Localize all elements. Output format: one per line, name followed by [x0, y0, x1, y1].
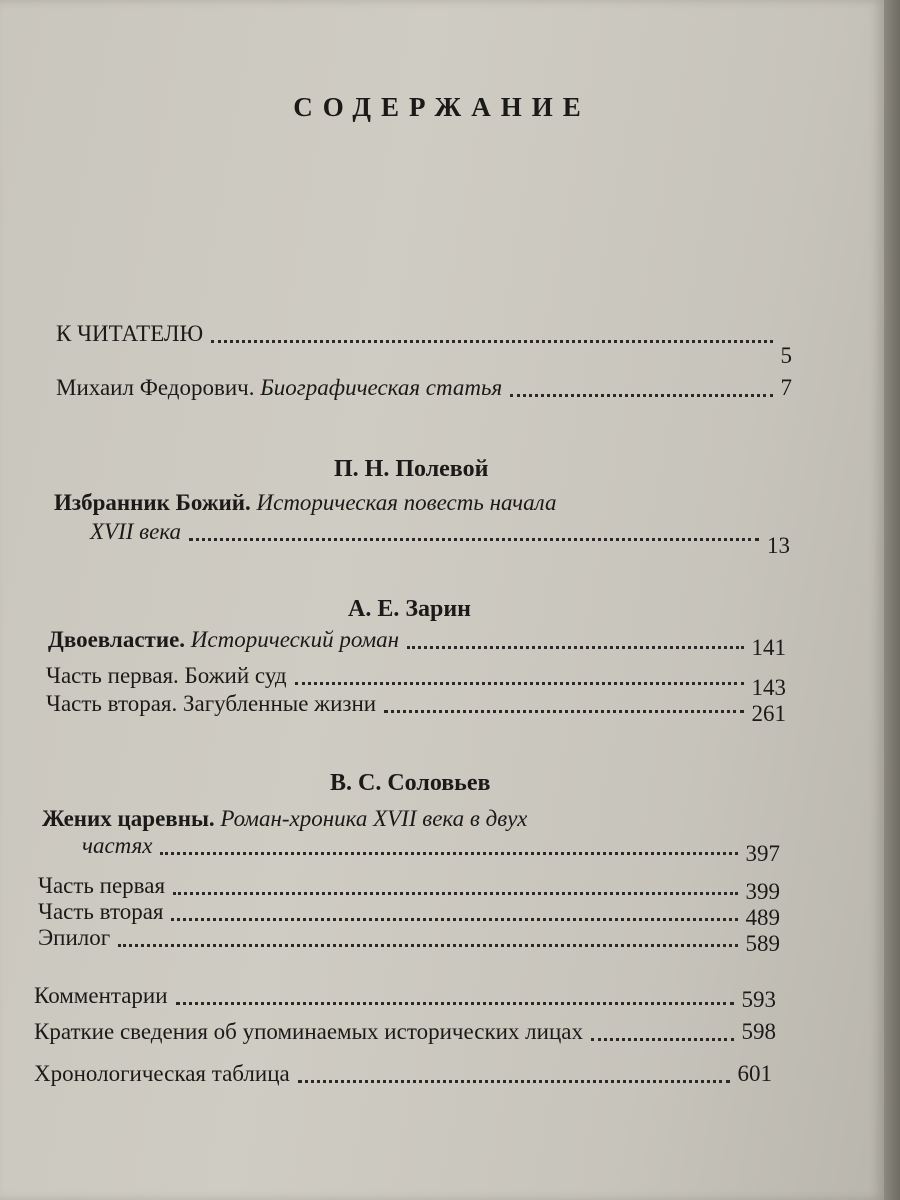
- toc-entry-solovyov-part-2: [38, 898, 780, 930]
- toc-entry-historical-persons: [34, 1018, 776, 1046]
- toc-entry-page: 593: [741, 987, 776, 1012]
- toc-entry-solovyov-part-1: [38, 872, 780, 904]
- toc-entry-zarin-part-2: [46, 690, 786, 726]
- author-heading: В. С. Соловьев: [330, 770, 491, 796]
- leader-dots: [171, 918, 737, 921]
- leader-dots: [510, 394, 772, 397]
- author-heading: П. Н. Полевой: [334, 456, 489, 482]
- leader-dots: [211, 340, 772, 343]
- toc-entry-biography: [56, 374, 792, 402]
- toc-entry-label: Двоевластие. Исторический роман: [48, 627, 400, 652]
- toc-entry-label: Часть первая: [38, 873, 166, 898]
- toc-entry-label: Часть вторая. Загубленные жизни: [46, 691, 377, 716]
- leader-dots: [176, 1002, 734, 1005]
- toc-entry-page: 598: [741, 1019, 776, 1044]
- leader-dots: [591, 1038, 734, 1041]
- toc-entry-page: 489: [745, 905, 780, 930]
- toc-entry-page: 5: [780, 343, 792, 368]
- toc-entry-zarin: [48, 626, 786, 660]
- toc-entry-label: Комментарии: [34, 983, 168, 1008]
- toc-entry-page: 13: [767, 533, 790, 558]
- page-edge: [884, 0, 900, 1200]
- toc-entry-label: XVII века: [90, 519, 182, 544]
- leader-dots: [407, 646, 743, 649]
- leader-dots: [189, 538, 759, 541]
- leader-dots: [160, 852, 737, 855]
- toc-entry-label: Михаил Федорович. Биографическая статья: [56, 375, 503, 400]
- author-heading: А. Е. Зарин: [348, 596, 472, 622]
- leader-dots: [173, 892, 737, 895]
- toc-entry-label: К ЧИТАТЕЛЮ: [56, 321, 204, 346]
- toc-entry-label: Часть вторая: [38, 899, 164, 924]
- toc-entry-label: Эпилог: [38, 925, 111, 950]
- toc-entry-page: 141: [751, 635, 786, 660]
- toc-entry-page: 261: [751, 701, 786, 726]
- page-title: СОДЕРЖАНИЕ: [293, 92, 591, 122]
- toc-entry-solovyov-epilogue: [38, 924, 780, 956]
- toc-entry-label: Часть первая. Божий суд: [46, 663, 287, 688]
- toc-entry-page: 589: [745, 931, 780, 956]
- toc-entry-zarin-part-1: [46, 662, 786, 700]
- work-title-line: Избранник Божий. Историческая повесть начала: [54, 490, 557, 515]
- leader-dots: [118, 944, 737, 947]
- leader-dots: [384, 710, 743, 713]
- leader-dots: [298, 1080, 730, 1083]
- toc-entry-polevoy: [90, 518, 790, 558]
- toc-entry-chronology: [34, 1060, 772, 1088]
- toc-entry-page: 7: [780, 375, 792, 400]
- leader-dots: [295, 682, 744, 685]
- toc-entry-comments: [34, 982, 776, 1010]
- toc-entry-label: Хронологическая таблица: [34, 1061, 290, 1086]
- toc-entry-reader: [56, 320, 792, 368]
- toc-entry-page: 143: [751, 675, 786, 700]
- toc-entry-label: Краткие сведения об упоминаемых исторических лицах: [34, 1019, 583, 1044]
- work-title-line: Жених царевны. Роман-хроника XVII века в двух: [42, 806, 528, 831]
- toc-entry-page: 397: [745, 841, 780, 866]
- toc-entry-page: 399: [745, 879, 780, 904]
- toc-entry-page: 601: [737, 1061, 772, 1086]
- toc-entry-solovyov: [82, 832, 780, 866]
- toc-entry-label: частях: [82, 833, 153, 858]
